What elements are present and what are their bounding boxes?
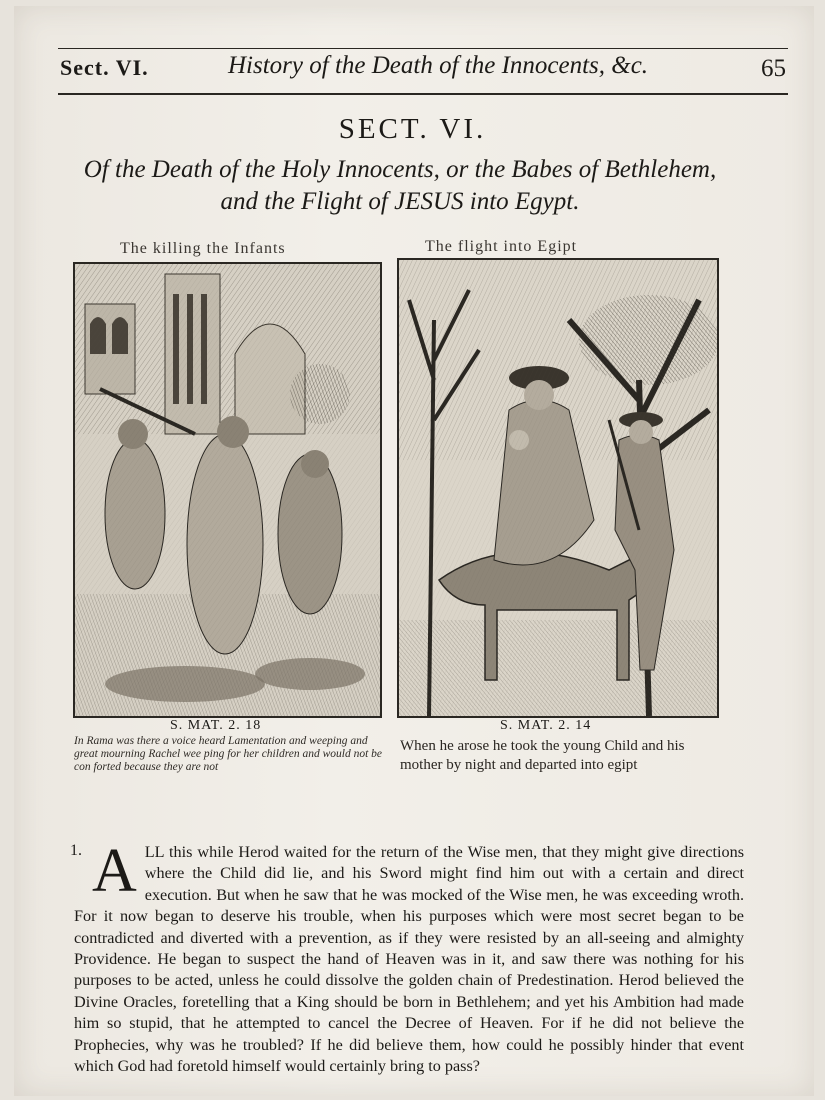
running-head-section: Sect. VI. bbox=[60, 55, 149, 80]
section-title: SECT. VI. bbox=[338, 113, 487, 145]
page-number: 65 bbox=[761, 55, 786, 82]
plate-caption-left: The killing the Infants bbox=[120, 240, 286, 257]
body-paragraph bbox=[74, 837, 744, 1077]
plate-verse-left: In Rama was there a voice heard Lamentation and weeping and great mourning Rachel wee ping for her children and would not be con forted because they are not bbox=[74, 735, 383, 773]
running-head bbox=[58, 48, 788, 95]
plate-reference-left: S. MAT. 2. 18 bbox=[170, 718, 262, 733]
plate-massacre-of-innocents bbox=[73, 262, 382, 718]
chapter-title-line-2: and the Flight of JESUS into Egypt. bbox=[220, 188, 580, 215]
massacre-of-innocents-engraving-icon bbox=[75, 264, 380, 716]
paragraph-number: 1. bbox=[70, 842, 82, 859]
plate-caption-right: The flight into Egipt bbox=[425, 238, 578, 255]
running-head-title: History of the Death of the Innocents, &c. bbox=[228, 52, 649, 79]
drop-cap: A bbox=[92, 837, 137, 905]
plate-reference-right: S. MAT. 2. 14 bbox=[500, 718, 592, 733]
plate-verse-right: When he arose he took the young Child and his mother by night and departed into egipt bbox=[400, 738, 685, 773]
paragraph-text: LL this while Herod waited for the return of the Wise men, that they might give directions where the Child did lie, and his Sword might find him out with a certain and direct execution. But when he saw that he was mocked of the Wise men, he was exceeding wroth. For it now began to deserve his trouble, when his purposes which were most secret began to be contradicted and diverted with a prevention, as if they were resisted by an all-seeing and almighty Providence. He began to suspect the hand of Heaven was in it, and saw there was nothing for his purposes to be acted, unless he could dissolve the golden chain of Predestination. Herod believed the Divine Oracles, foretelling that a King should be born in Bethlehem; and yet his Ambition had made him so stupid, that he attempted to cancel the Decree of Heaven. For if he did not believe the Prophecies, why was he troubled? If he did believe them, how could he possibly hinder that event which God had foretold himself would certainly bring to pass? bbox=[74, 843, 744, 1076]
chapter-title-line-1: Of the Death of the Holy Innocents, or the Babes of Bethlehem, bbox=[83, 156, 717, 183]
plate-flight-into-egypt bbox=[397, 258, 719, 718]
flight-into-egypt-engraving-icon bbox=[399, 260, 717, 716]
